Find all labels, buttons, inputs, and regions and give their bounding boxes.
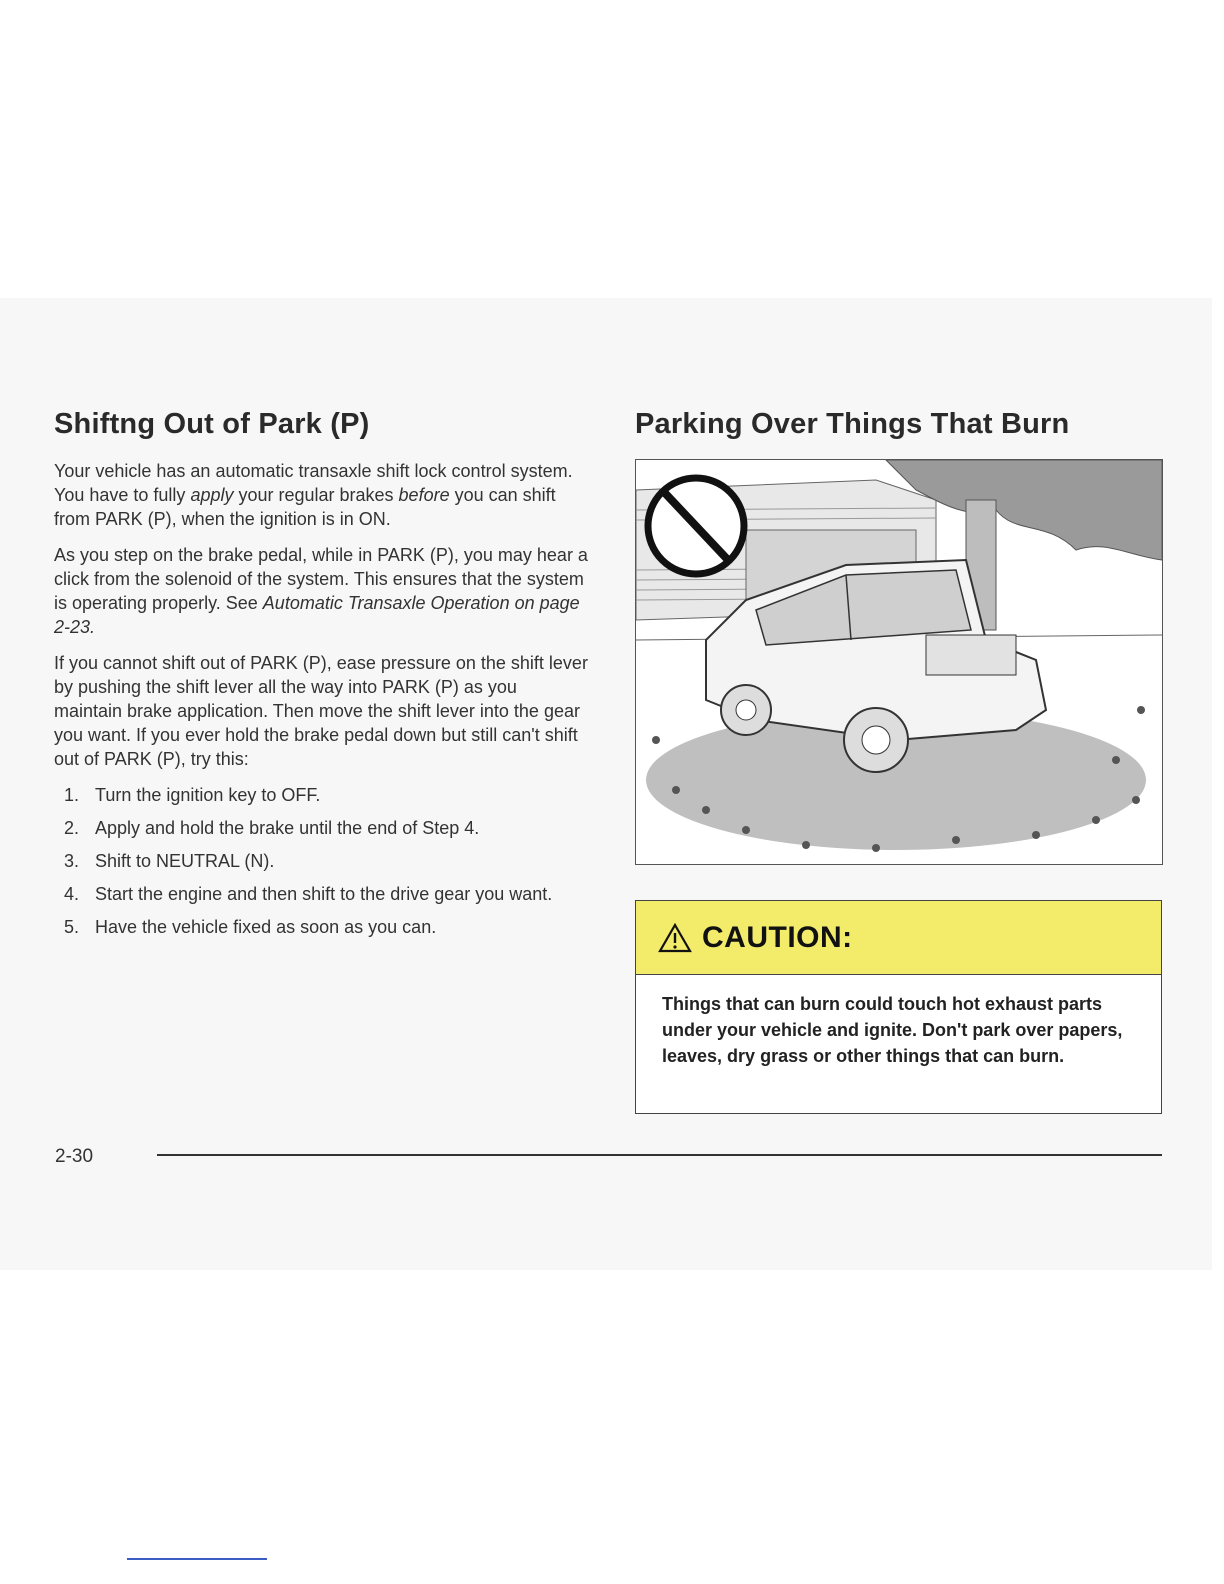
step-item: 2. Apply and hold the brake until the end of Step 4. <box>64 818 480 838</box>
step-item: 3. Shift to NEUTRAL (N). <box>64 851 275 871</box>
caution-header <box>636 901 1161 975</box>
step-item: 5. Have the vehicle fixed as soon as you can. <box>64 917 437 937</box>
caution-title: CAUTION: <box>702 920 853 954</box>
right-column <box>635 408 1163 865</box>
car-leaves-illustration <box>636 460 1162 864</box>
step-item: 4. Start the engine and then shift to the drive gear you want. <box>64 884 553 904</box>
caution-text: Things that can burn could touch hot exhaust parts under your vehicle and ignite. Don't park over papers, leaves, dry grass or other things that can burn. <box>662 994 1123 1066</box>
paragraph-cannot-shift: If you cannot shift out of PARK (P), ease pressure on the shift lever by pushing the shift lever all the way into PARK (P) as you maintain brake application. Then move the shift lever into the gear you want. If you ever hold the brake pedal down but still can't shift out of PARK (P), try this: <box>54 653 588 769</box>
left-column <box>54 408 589 948</box>
section-heading-parking: Parking Over Things That Burn <box>635 408 1070 440</box>
section-heading-shifting: Shiftng Out of Park (P) <box>54 408 370 440</box>
steps-list <box>54 783 589 939</box>
paragraph-brake-click: As you step on the brake pedal, while in PARK (P), you may hear a click from the solenoid of the system. This ensures that the system is operating properly. See Automatic Transaxle Operation on page 2-23. <box>54 545 588 637</box>
page-number: 2-30 <box>55 1146 94 1167</box>
caution-box <box>635 900 1162 1114</box>
paragraph-shift-lock: Your vehicle has an automatic transaxle shift lock control system. You have to fully apply your regular brakes before you can shift from PARK (P), when the ignition is in ON. <box>54 461 573 529</box>
illustration-car-over-leaves <box>635 459 1163 865</box>
step-item: 1. Turn the ignition key to OFF. <box>64 785 321 805</box>
cross-reference-link: Automatic Transaxle Operation on page 2-23. <box>54 593 580 637</box>
bottom-link-underline <box>127 1558 267 1560</box>
footer-rule <box>157 1154 1162 1156</box>
warning-triangle-icon <box>658 923 692 953</box>
